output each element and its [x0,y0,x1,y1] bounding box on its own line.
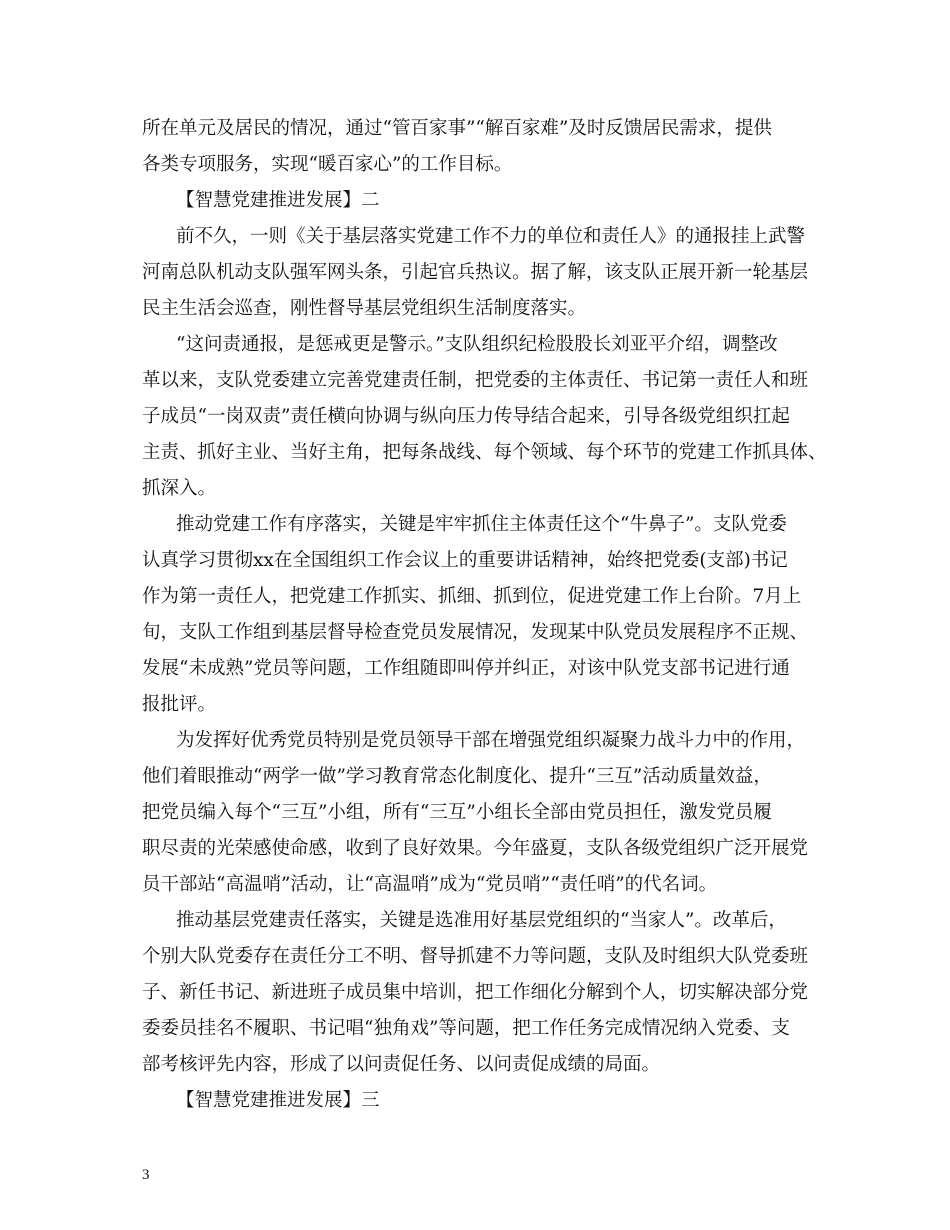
text-line: 民主生活会巡查，刚性督导基层党组织生活制度落实。 [142,298,587,319]
text-line: 所在单元及居民的情况，通过“管百家事”“解百家难”及时反馈居民需求，提供 [142,118,772,139]
text-line: 他们着眼推动“两学一做”学习教育常态化制度化、提升“三互”活动质量效益， [142,766,772,787]
text-line: 员干部站“高温哨”活动，让“高温哨”成为“党员哨”“责任哨”的代名词。 [142,874,718,895]
text-line: 发展“未成熟”党员等问题，工作组随即叫停并纠正，对该中队党支部书记进行通 [142,658,790,679]
text-line: 为发挥好优秀党员特别是党员领导干部在增强党组织凝聚力战斗力中的作用， [176,730,806,751]
text-line: 各类专项服务，实现“暖百家心”的工作目标。 [142,154,513,175]
text-line: 前不久，一则《关于基层落实党建工作不力的单位和责任人》的通报挂上武警 [176,226,806,247]
section-heading: 【智慧党建推进发展】三 [176,1090,380,1111]
text-line: 旬，支队工作组到基层督导检查党员发展情况，发现某中队党员发展程序不正规、 [142,622,809,643]
text-line: 个别大队党委存在责任分工不明、督导抓建不力等问题，支队及时组织大队党委班 [142,946,809,967]
text-line: 河南总队机动支队强军网头条，引起官兵热议。据了解，该支队正展开新一轮基层 [142,262,809,283]
text-line: 革以来，支队党委建立完善党建责任制，把党委的主体责任、书记第一责任人和班 [142,370,809,391]
text-line: 推动基层党建责任落实，关键是选准用好基层党组织的“当家人”。改革后， [176,910,787,931]
text-line: 委委员挂名不履职、书记唱“独角戏”等问题，把工作任务完成情况纳入党委、支 [142,1018,790,1039]
text-line: 报批评。 [142,694,217,715]
text-line: 主责、抓好主业、当好主角，把每条战线、每个领域、每个环节的党建工作抓具体、 [142,442,827,463]
text-line: 子成员“一岗双责”责任横向协调与纵向压力传导结合起来，引导各级党组织扛起 [142,406,790,427]
text-line: 抓深入。 [142,478,217,499]
text-line: 推动党建工作有序落实，关键是牢牢抓住主体责任这个“牛鼻子”。支队党委 [176,514,787,535]
text-line: 认真学习贯彻xx在全国组织工作会议上的重要讲话精神，始终把党委(支部)书记 [142,550,788,571]
text-line: 子、新任书记、新进班子成员集中培训，把工作细化分解到个人，切实解决部分党 [142,982,809,1003]
text-line: “这问责通报，是惩戒更是警示。”支队组织纪检股股长刘亚平介绍，调整改 [176,334,778,355]
section-heading: 【智慧党建推进发展】二 [176,190,380,211]
text-line: 职尽责的光荣感使命感，收到了良好效果。今年盛夏，支队各级党组织广泛开展党 [142,838,809,859]
text-line: 把党员编入每个“三互”小组，所有“三互”小组长全部由党员担任，激发党员履 [142,802,772,823]
text-line: 作为第一责任人，把党建工作抓实、抓细、抓到位，促进党建工作上台阶。7月上 [142,586,802,607]
page-number: 3 [142,1167,150,1183]
text-line: 部考核评先内容，形成了以问责促任务、以问责促成绩的局面。 [142,1054,661,1075]
